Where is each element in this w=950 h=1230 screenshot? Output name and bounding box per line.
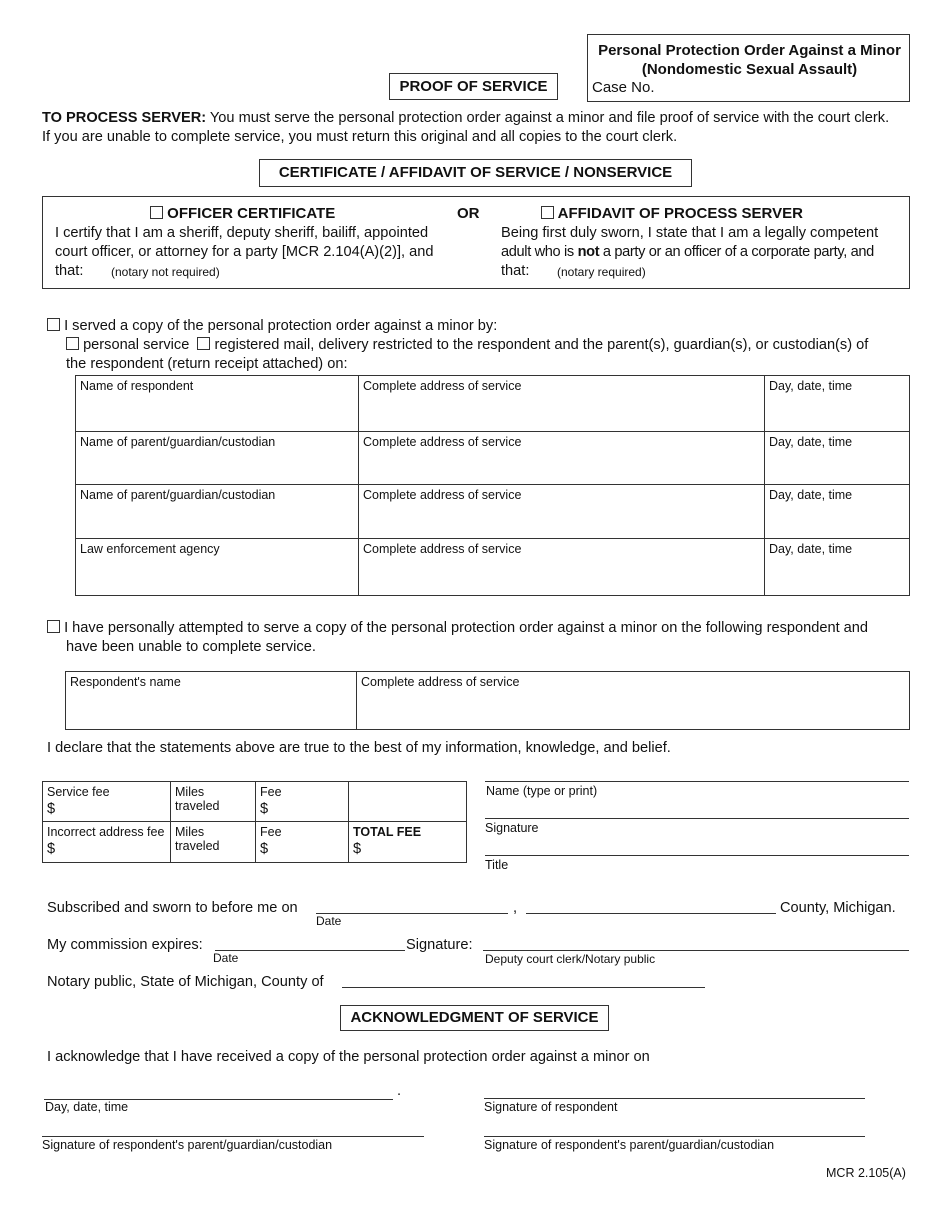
signature-label: Signature — [485, 821, 539, 835]
affidavit-line2-start: adult who is — [501, 244, 578, 260]
instructions-line1 — [42, 110, 889, 126]
respondent-signature-label: Signature of respondent — [484, 1100, 618, 1114]
affidavit-line2-end: a party or an officer of a corporate party, and — [599, 244, 874, 260]
county-label: County, Michigan. — [780, 900, 896, 916]
notary-county-line[interactable] — [342, 987, 705, 988]
miles-cell-2[interactable] — [171, 822, 256, 863]
deputy-label: Deputy court clerk/Notary public — [485, 952, 656, 966]
total-fee-dollar: $ — [353, 841, 362, 857]
registered-mail-label: registered mail, delivery restricted to the respondent and the parent(s), guardian(s), or custodian(s) of — [214, 337, 869, 353]
miles-cell-1[interactable] — [171, 782, 256, 822]
fee-dollar-2: $ — [260, 841, 269, 857]
parent1-date-field[interactable]: Day, date, time — [765, 432, 910, 485]
notary-signature-label: Signature: — [406, 937, 473, 953]
miles-label-1: Miles traveled — [175, 785, 220, 813]
incorrect-fee-dollar: $ — [47, 841, 56, 857]
served-line3: the respondent (return receipt attached) on: — [66, 356, 348, 372]
parent1-name-field[interactable]: Name of parent/guardian/custodian — [76, 432, 359, 485]
proof-of-service-title: PROOF OF SERVICE — [389, 73, 558, 100]
instructions-label: TO PROCESS SERVER: — [42, 110, 207, 126]
service-fee-cell[interactable] — [43, 782, 171, 822]
attempted-line1 — [47, 620, 868, 636]
name-line[interactable] — [485, 781, 909, 782]
affidavit-note: (notary required) — [557, 265, 646, 279]
affidavit-not-emphasis: not — [577, 244, 600, 260]
ack-period: . — [397, 1083, 402, 1099]
served-table — [75, 375, 910, 596]
signature-line[interactable] — [485, 818, 909, 819]
respondent-address-field[interactable]: Complete address of service — [359, 376, 765, 432]
title-line[interactable] — [485, 855, 909, 856]
form-title-line1: Personal Protection Order Against a Minor — [598, 42, 901, 59]
title-label: Title — [485, 858, 509, 872]
subscribed-comma: , — [513, 900, 518, 916]
attempted-checkbox[interactable] — [47, 620, 60, 633]
or-label: OR — [457, 205, 480, 222]
served-line2 — [66, 337, 868, 353]
table-row — [76, 432, 910, 485]
certificate-title: CERTIFICATE / AFFIDAVIT OF SERVICE / NONSERVICE — [259, 159, 692, 187]
parent2-date-field[interactable]: Day, date, time — [765, 485, 910, 539]
subscribed-text: Subscribed and sworn to before me on — [47, 900, 298, 916]
instructions-text1: You must serve the personal protection order against a minor and file proof of service with the court clerk. — [209, 110, 890, 126]
miles-label-2: Miles traveled — [175, 825, 220, 853]
served-checkbox[interactable] — [47, 318, 60, 331]
county-line[interactable] — [526, 913, 776, 914]
table-row — [66, 672, 910, 730]
commission-label: My commission expires: — [47, 937, 203, 953]
fee-label-1: Fee — [260, 785, 282, 799]
parent-signature-label-2: Signature of respondent's parent/guardian/custodian — [484, 1138, 775, 1152]
respondent-name-field[interactable]: Name of respondent — [76, 376, 359, 432]
attempted-text: I have personally attempted to serve a copy of the personal protection order against a minor on the following respondent and — [64, 620, 869, 636]
parent2-address-field[interactable]: Complete address of service — [359, 485, 765, 539]
personal-service-checkbox[interactable] — [66, 337, 79, 350]
instructions-line2: If you are unable to complete service, you must return this original and all copies to the court clerk. — [42, 129, 678, 145]
fee-cell-2[interactable] — [256, 822, 349, 863]
table-row — [43, 782, 467, 822]
commission-date-label: Date — [213, 951, 239, 965]
officer-line2: court officer, or attorney for a party [MCR 2.104(A)(2)], and — [55, 244, 434, 260]
affidavit-checkbox[interactable] — [541, 206, 554, 219]
agency-date-field[interactable]: Day, date, time — [765, 539, 910, 596]
service-fee-label: Service fee — [47, 785, 110, 799]
subscribed-date-label: Date — [316, 914, 342, 928]
affidavit-line2 — [501, 244, 874, 260]
parent-signature-line-1[interactable] — [42, 1136, 424, 1137]
declaration: I declare that the statements above are true to the best of my information, knowledge, and belief. — [47, 740, 671, 756]
total-fee-label: TOTAL FEE — [353, 825, 422, 839]
form-title-box — [587, 34, 910, 102]
personal-service-label: personal service — [83, 337, 190, 353]
incorrect-fee-cell[interactable] — [43, 822, 171, 863]
respondent-signature-line[interactable] — [484, 1098, 865, 1099]
served-text: I served a copy of the personal protection order against a minor by: — [64, 318, 498, 334]
officer-line1: I certify that I am a sheriff, deputy sheriff, bailiff, appointed — [55, 225, 429, 241]
served-line1 — [47, 318, 497, 334]
officer-certificate-heading — [150, 205, 335, 222]
table-row — [76, 485, 910, 539]
parent-signature-line-2[interactable] — [484, 1136, 865, 1137]
affidavit-heading — [541, 205, 803, 222]
notary-signature-line[interactable] — [483, 950, 909, 951]
fee-label-2: Fee — [260, 825, 282, 839]
acknowledgment-title: ACKNOWLEDGMENT OF SERVICE — [340, 1005, 609, 1031]
footer-rule: MCR 2.105(A) — [826, 1166, 906, 1180]
notary-public-label: Notary public, State of Michigan, County of — [47, 974, 324, 990]
total-fee-cell[interactable] — [349, 822, 467, 863]
officer-line3: that: — [55, 263, 84, 279]
attempted-line2: have been unable to complete service. — [66, 639, 316, 655]
attempted-table — [65, 671, 910, 730]
name-label: Name (type or print) — [486, 784, 598, 798]
case-no-label: Case No. — [592, 79, 655, 96]
fee-table — [42, 781, 467, 863]
form-title-line2: (Nondomestic Sexual Assault) — [641, 61, 858, 78]
ack-date-label: Day, date, time — [45, 1100, 129, 1114]
table-row — [43, 822, 467, 863]
affidavit-line1: Being first duly sworn, I state that I am a legally competent — [501, 225, 879, 241]
affidavit-line3: that: — [501, 263, 530, 279]
officer-note: (notary not required) — [111, 265, 220, 279]
fee-spacer-cell — [349, 782, 467, 822]
fee-cell-1[interactable] — [256, 782, 349, 822]
agency-address-field[interactable]: Complete address of service — [359, 539, 765, 596]
parent1-address-field[interactable]: Complete address of service — [359, 432, 765, 485]
commission-date-line[interactable] — [215, 950, 405, 951]
officer-certificate-title: OFFICER CERTIFICATE — [167, 205, 336, 222]
agency-name-field[interactable]: Law enforcement agency — [76, 539, 359, 596]
service-fee-dollar: $ — [47, 801, 56, 817]
acknowledgment-text: I acknowledge that I have received a copy of the personal protection order against a minor on — [47, 1049, 650, 1065]
table-row — [76, 376, 910, 432]
attempted-name-field[interactable]: Respondent's name — [66, 672, 357, 730]
registered-mail-checkbox[interactable] — [197, 337, 210, 350]
table-row — [76, 539, 910, 596]
parent-signature-label-1: Signature of respondent's parent/guardian/custodian — [42, 1138, 333, 1152]
incorrect-fee-label: Incorrect address fee — [47, 825, 165, 839]
respondent-date-field[interactable]: Day, date, time — [765, 376, 910, 432]
attempted-address-field[interactable]: Complete address of service — [357, 672, 910, 730]
affidavit-title: AFFIDAVIT OF PROCESS SERVER — [557, 205, 803, 222]
parent2-name-field[interactable]: Name of parent/guardian/custodian — [76, 485, 359, 539]
officer-certificate-checkbox[interactable] — [150, 206, 163, 219]
fee-dollar-1: $ — [260, 801, 269, 817]
subscribed-date-line[interactable] — [316, 913, 508, 914]
